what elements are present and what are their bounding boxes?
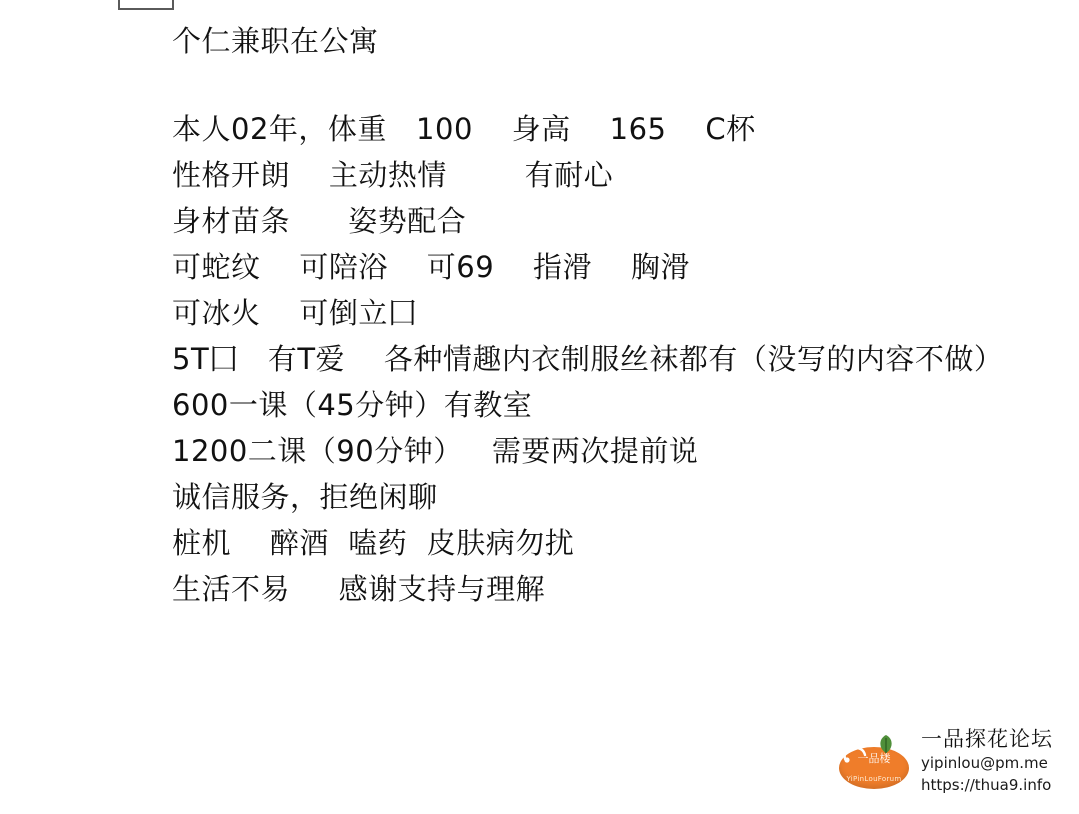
forum-logo-icon: [837, 731, 911, 791]
document-line: 本人02年，体重 100 身高 165 C杯: [172, 112, 756, 146]
document-title: 个仁兼职在公寓: [172, 24, 379, 58]
document-line: 可冰火 可倒立囗: [172, 296, 418, 330]
forum-logo-subtext: YiPinLouForum: [846, 775, 902, 783]
document-line: 600一课（45分钟）有教室: [172, 388, 533, 422]
watermark-text-block: [921, 726, 1053, 796]
document-line: 诚信服务，拒绝闲聊: [172, 480, 438, 514]
forum-email: yipinlou@pm.me: [921, 754, 1048, 772]
forum-logo-text: 一品楼: [857, 752, 891, 765]
page-corner-mark: [118, 0, 174, 10]
forum-watermark: [837, 726, 1053, 796]
document-line: 桩机 醉酒 嗑药 皮肤病勿扰: [172, 526, 575, 560]
document-line: 可蛇纹 可陪浴 可69 指滑 胸滑: [172, 250, 690, 284]
forum-url: https://thua9.info: [921, 776, 1052, 794]
forum-name: 一品探花论坛: [921, 727, 1053, 751]
document-line: 身材苗条 姿势配合: [172, 204, 467, 238]
document-line: 1200二课（90分钟） 需要两次提前说: [172, 434, 699, 468]
document-line: 5T囗 有T爱 各种情趣内衣制服丝袜都有（没写的内容不做）: [172, 342, 1004, 376]
document-line: 生活不易 感谢支持与理解: [172, 572, 546, 606]
document-line: 性格开朗 主动热情 有耐心: [172, 158, 614, 192]
document-text-block: [172, 18, 1032, 612]
